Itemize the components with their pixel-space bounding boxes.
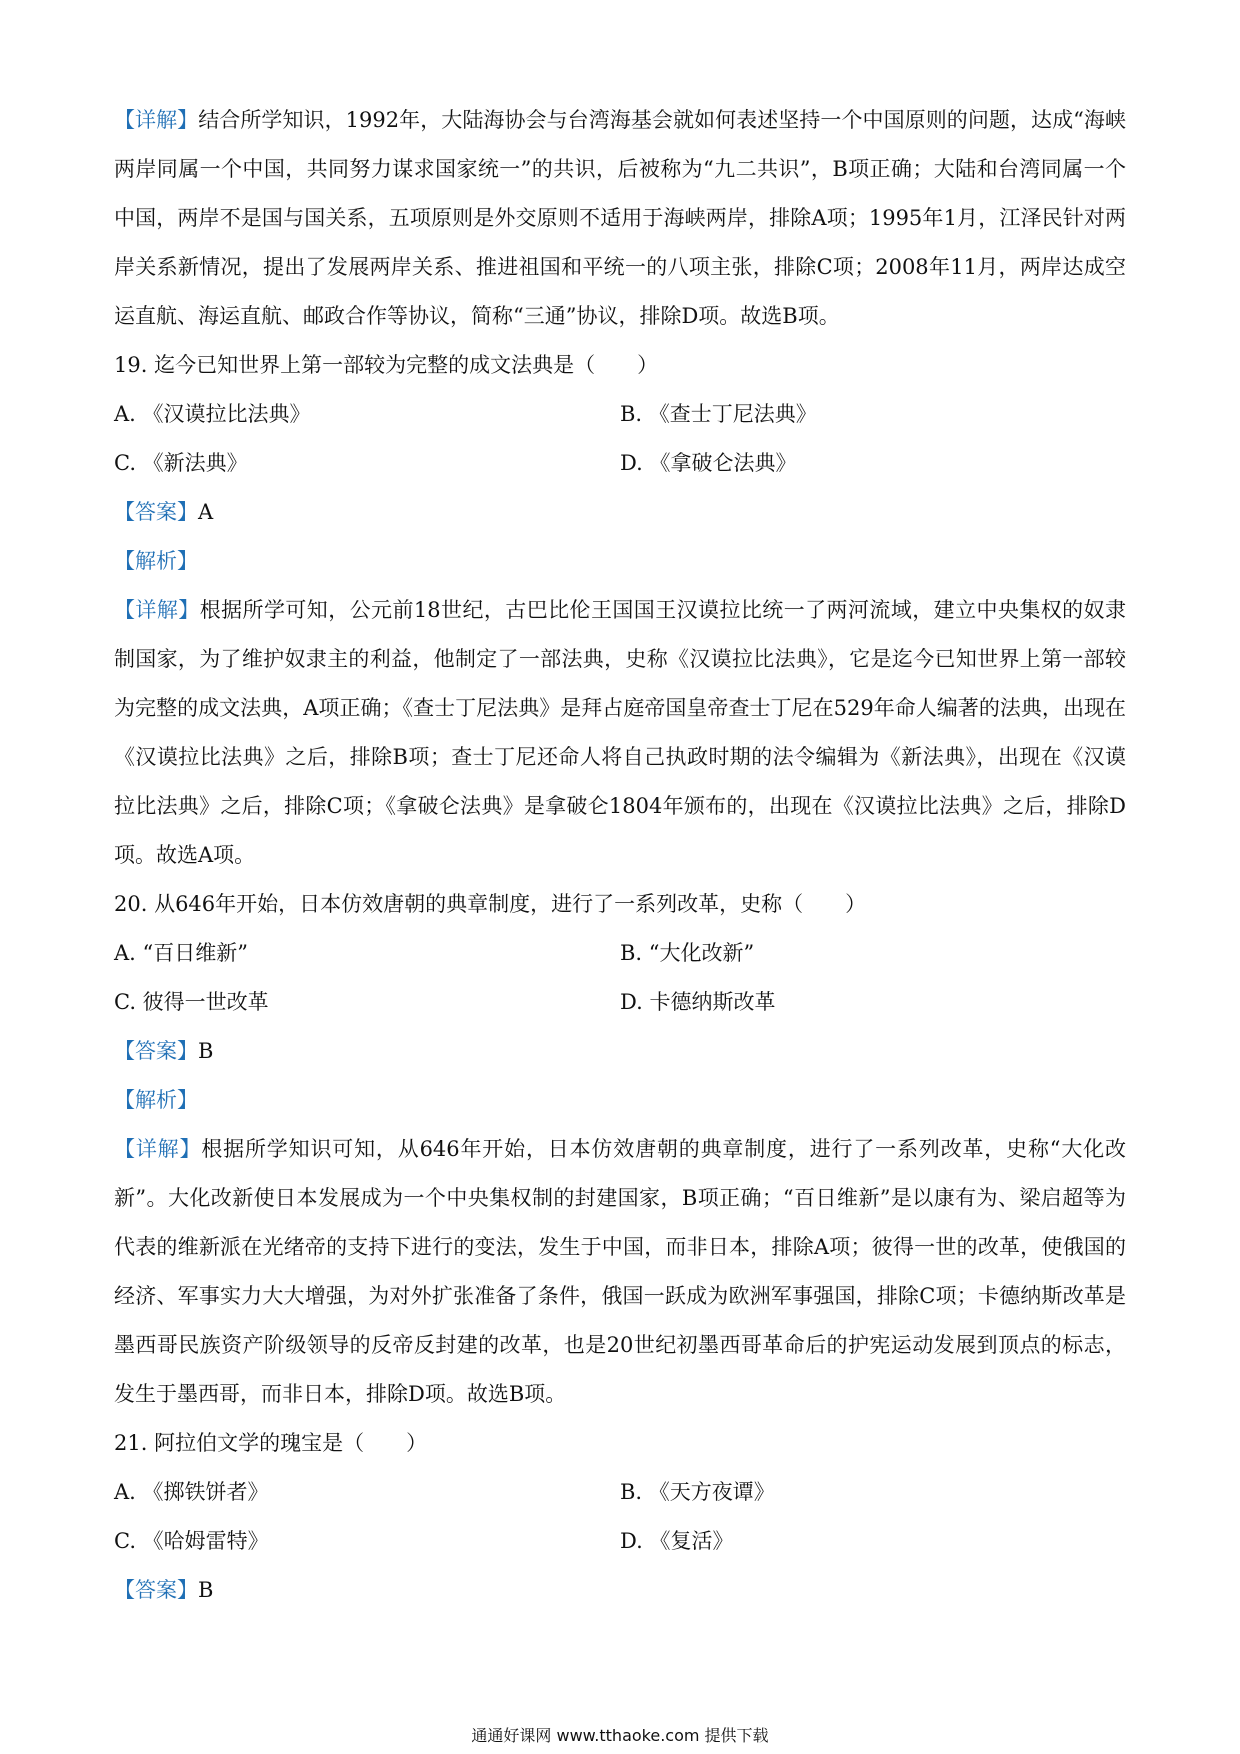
q20-options-row-1 (114, 929, 1126, 978)
detail-tag: 【详解】 (114, 598, 200, 622)
q19-option-a: A. 《汉谟拉比法典》 (114, 402, 311, 426)
q19-analysis (114, 537, 1126, 586)
answer-value: B (198, 1578, 214, 1602)
detail-text: 结合所学知识，1992年，大陆海协会与台湾海基会就如何表述坚持一个中国原则的问题，达成“海峡两岸同属一个中国，共同努力谋求国家统一”的共识，后被称为“九二共识”，B项正确；大陆和台湾同属一个中国，两岸不是国与国关系，五项原则是外交原则不适用于海峡两岸，排除A项；1995年1月，江泽民针对两岸关系新情况，提出了发展两岸关系、推进祖国和平统一的八项主张，排除C项；2008年11月，两岸达成空运直航、海运直航、邮政合作等协议，简称“三通”协议，排除D项。故选B项。 (114, 108, 1126, 328)
detail-tag: 【详解】 (114, 1137, 202, 1161)
q19-option-b: B. 《查士丁尼法典》 (620, 402, 817, 426)
q20-option-d: D. 卡德纳斯改革 (620, 990, 776, 1014)
analysis-tag: 【解析】 (114, 549, 198, 573)
q20-option-b: B. “大化改新” (620, 941, 755, 965)
q20-answer (114, 1027, 1126, 1076)
q19-option-d: D. 《拿破仑法典》 (620, 451, 797, 475)
content-area (114, 96, 1126, 1615)
q20-detail (114, 1125, 1126, 1419)
q19-detail (114, 586, 1126, 880)
q21-option-d: D. 《复活》 (620, 1529, 734, 1553)
detail-text: 根据所学知识可知，从646年开始，日本仿效唐朝的典章制度，进行了一系列改革，史称“大化改新”。大化改新使日本发展成为一个中央集权制的封建国家，B项正确；“百日维新”是以康有为、梁启超等为代表的维新派在光绪帝的支持下进行的变法，发生于中国，而非日本，排除A项；彼得一世的改革，使俄国的经济、军事实力大大增强，为对外扩张准备了条件，俄国一跃成为欧洲军事强国，排除C项；卡德纳斯改革是墨西哥民族资产阶级领导的反帝反封建的改革，也是20世纪初墨西哥革命后的护宪运动发展到顶点的标志，发生于墨西哥，而非日本，排除D项。故选B项。 (114, 1137, 1126, 1406)
page-footer: 通通好课网 www.tthaoke.com 提供下载 (471, 1726, 769, 1745)
q21-answer (114, 1566, 1126, 1615)
answer-tag: 【答案】 (114, 1039, 198, 1063)
detail-tag: 【详解】 (114, 108, 199, 132)
answer-tag: 【答案】 (114, 1578, 198, 1602)
q21-option-c: C. 《哈姆雷特》 (114, 1529, 269, 1553)
detail-text: 根据所学可知，公元前18世纪，古巴比伦王国国王汉谟拉比统一了两河流域，建立中央集权的奴隶制国家，为了维护奴隶主的利益，他制定了一部法典，史称《汉谟拉比法典》，它是迄今已知世界上第一部较为完整的成文法典，A项正确；《查士丁尼法典》是拜占庭帝国皇帝查士丁尼在529年命人编著的法典，出现在《汉谟拉比法典》之后，排除B项；查士丁尼还命人将自己执政时期的法令编辑为《新法典》，出现在《汉谟拉比法典》之后，排除C项；《拿破仑法典》是拿破仑1804年颁布的，出现在《汉谟拉比法典》之后，排除D项。故选A项。 (114, 598, 1127, 867)
q19-answer (114, 488, 1126, 537)
q19-options-row-1 (114, 390, 1126, 439)
q19-option-c: C. 《新法典》 (114, 451, 248, 475)
analysis-tag: 【解析】 (114, 1088, 198, 1112)
answer-value: B (198, 1039, 214, 1063)
q19-options-row-2 (114, 439, 1126, 488)
answer-value: A (198, 500, 214, 524)
q20-options-row-2 (114, 978, 1126, 1027)
q20-option-c: C. 彼得一世改革 (114, 990, 269, 1014)
q21-stem: 21. 阿拉伯文学的瑰宝是（ ） (114, 1431, 428, 1455)
q21-options-row-1 (114, 1468, 1126, 1517)
answer-tag: 【答案】 (114, 500, 198, 524)
q21-option-b: B. 《天方夜谭》 (620, 1480, 775, 1504)
q21-options-row-2 (114, 1517, 1126, 1566)
q18-detail (114, 96, 1126, 341)
q21-option-a: A. 《掷铁饼者》 (114, 1480, 269, 1504)
q20-stem: 20. 从646年开始，日本仿效唐朝的典章制度，进行了一系列改革，史称（ ） (114, 892, 867, 916)
q20-option-a: A. “百日维新” (114, 941, 248, 965)
q19-stem: 19. 迄今已知世界上第一部较为完整的成文法典是（ ） (114, 353, 659, 377)
q20-analysis (114, 1076, 1126, 1125)
